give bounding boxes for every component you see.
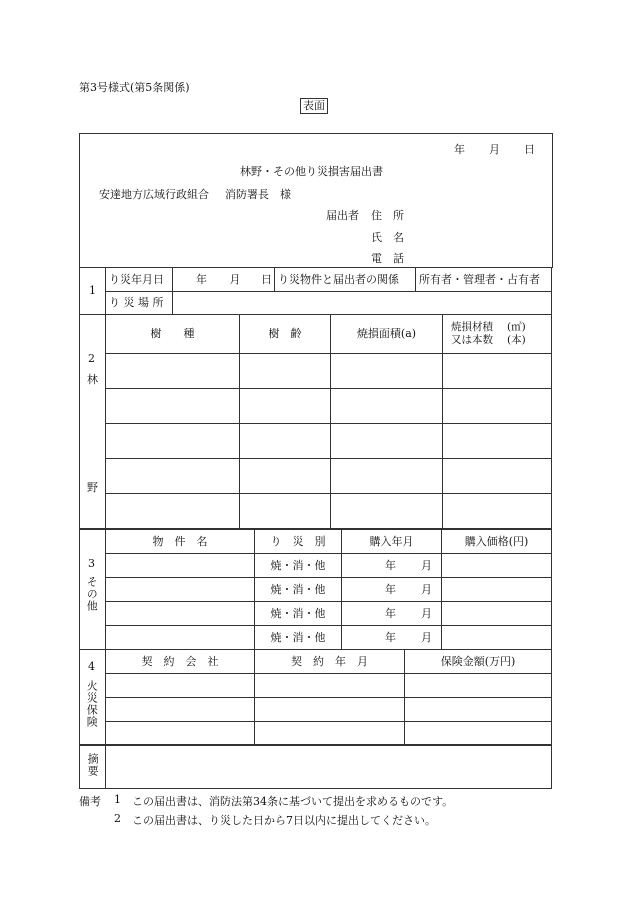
area-field[interactable] (331, 354, 443, 389)
volume-field[interactable] (443, 389, 552, 424)
disaster-type-field[interactable]: 焼・消・他 (255, 554, 342, 578)
section2-row (80, 494, 552, 529)
item-name-field[interactable] (106, 602, 255, 626)
purchase-date-field[interactable] (342, 554, 442, 578)
purchase-month-unit: 月 (421, 582, 432, 596)
purchase-month-unit: 月 (421, 630, 432, 644)
relation-value[interactable]: 所有者・管理者・占有者 (416, 268, 552, 292)
age-field[interactable] (240, 459, 331, 494)
item-name-field[interactable] (106, 554, 255, 578)
insured-amount-field[interactable] (405, 698, 552, 722)
insurance-company-field[interactable] (106, 674, 255, 698)
purchase-date-field[interactable] (342, 602, 442, 626)
purchase-year-unit: 年 (385, 606, 396, 620)
section4-number: 4 (88, 660, 95, 673)
section4-row (80, 722, 552, 746)
section4-row (80, 674, 552, 698)
col-insurance-company: 契 約 会 社 (106, 650, 255, 674)
purchase-date-field[interactable] (342, 578, 442, 602)
area-field[interactable] (331, 494, 443, 529)
purchase-price-field[interactable] (442, 626, 552, 650)
purchase-year-unit: 年 (385, 558, 396, 572)
species-field[interactable] (106, 494, 240, 529)
purchase-price-field[interactable] (442, 578, 552, 602)
insured-amount-field[interactable] (405, 674, 552, 698)
notes-label: 備考 (79, 795, 101, 808)
addressee-title: 消防署長 様 (225, 188, 291, 201)
section2-label-bottom: 野 (87, 481, 98, 494)
col-disaster-type: り 災 別 (255, 530, 342, 554)
summary-field[interactable] (106, 745, 552, 789)
section2-row (80, 459, 552, 494)
section4-label: 火災保険 (85, 680, 99, 728)
section2-label-cell (80, 315, 106, 529)
section2-row (80, 389, 552, 424)
age-field[interactable] (240, 424, 331, 459)
purchase-price-field[interactable] (442, 602, 552, 626)
disaster-type-field[interactable]: 焼・消・他 (255, 602, 342, 626)
addressee-org: 安達地方広域行政組合 (99, 188, 209, 201)
item-name-field[interactable] (106, 578, 255, 602)
col-burned-area: 焼損面積(a) (331, 315, 443, 354)
header-date-day: 日 (524, 143, 535, 156)
col-purchase-date: 購入年月 (342, 530, 442, 554)
volume-field[interactable] (443, 354, 552, 389)
disaster-type-field[interactable]: 焼・消・他 (255, 626, 342, 650)
summary-label-cell (80, 745, 106, 789)
age-field[interactable] (240, 389, 331, 424)
header-date-month: 月 (489, 143, 500, 156)
address-label: 住 所 (371, 209, 404, 222)
purchase-date-field[interactable] (342, 626, 442, 650)
form-id: 第3号様式(第5条関係) (79, 81, 190, 94)
note-1-number: 1 (114, 793, 121, 806)
section3-row (80, 626, 552, 650)
disaster-place-field[interactable] (173, 292, 552, 315)
note-2-number: 2 (114, 812, 121, 825)
section4-table (79, 649, 552, 746)
area-field[interactable] (331, 459, 443, 494)
contract-date-field[interactable] (255, 698, 405, 722)
document-title: 林野・その他り災損害届出書 (240, 165, 383, 178)
section2-label-top: 林 (87, 373, 98, 386)
note-2-text: この届出書は、り災した日から7日以内に提出してください。 (132, 814, 436, 827)
species-field[interactable] (106, 354, 240, 389)
section3-row (80, 578, 552, 602)
name-label: 氏 名 (371, 231, 404, 244)
section3-row (80, 602, 552, 626)
col-volume-unit2: (本) (507, 334, 526, 346)
disaster-date-field[interactable] (173, 268, 275, 292)
header-block (79, 133, 553, 268)
applicant-label: 届出者 (326, 209, 359, 222)
section2-number: 2 (88, 352, 95, 365)
date-unit-month: 月 (229, 272, 241, 286)
disaster-date-label: り災年月日 (106, 268, 173, 292)
section1-number: 1 (80, 268, 106, 315)
area-field[interactable] (331, 424, 443, 459)
section3-number: 3 (88, 557, 95, 570)
contract-date-field[interactable] (255, 722, 405, 746)
insurance-company-field[interactable] (106, 698, 255, 722)
note-1-text: この届出書は、消防法第34条に基づいて提出を求めるものです。 (132, 795, 454, 808)
col-purchase-price: 購入価格(円) (442, 530, 552, 554)
phone-label: 電 話 (371, 252, 404, 265)
section3-row (80, 554, 552, 578)
col-item-name: 物 件 名 (106, 530, 255, 554)
section4-label-cell (80, 650, 106, 746)
item-name-field[interactable] (106, 626, 255, 650)
purchase-month-unit: 月 (421, 558, 432, 572)
date-unit-year: 年 (196, 272, 207, 286)
purchase-price-field[interactable] (442, 554, 552, 578)
section2-table (79, 314, 552, 529)
section1-table (79, 267, 552, 315)
age-field[interactable] (240, 494, 331, 529)
summary-label: 摘要 (86, 752, 100, 777)
col-burned-volume (443, 315, 552, 354)
relation-label: り災物件と届出者の関係 (275, 268, 416, 292)
insurance-company-field[interactable] (106, 722, 255, 746)
area-field[interactable] (331, 389, 443, 424)
species-field[interactable] (106, 459, 240, 494)
section2-row (80, 354, 552, 389)
insured-amount-field[interactable] (405, 722, 552, 746)
section3-table (79, 529, 552, 650)
section2-row (80, 424, 552, 459)
purchase-year-unit: 年 (385, 630, 396, 644)
volume-field[interactable] (443, 494, 552, 529)
disaster-type-field[interactable]: 焼・消・他 (255, 578, 342, 602)
contract-date-field[interactable] (255, 674, 405, 698)
section4-row (80, 698, 552, 722)
volume-field[interactable] (443, 424, 552, 459)
col-volume-line1: 焼損材積 (451, 321, 493, 334)
col-volume-line2: 又は本数 (451, 334, 493, 346)
purchase-month-unit: 月 (421, 606, 432, 620)
col-insured-amount: 保険金額(万円) (405, 650, 552, 674)
disaster-place-label: り 災 場 所 (106, 292, 173, 315)
purchase-year-unit: 年 (385, 582, 396, 596)
summary-table (79, 744, 552, 789)
species-field[interactable] (106, 389, 240, 424)
date-unit-day: 日 (261, 272, 272, 286)
section3-label: その他 (85, 576, 99, 612)
species-field[interactable] (106, 424, 240, 459)
col-species: 樹 種 (106, 315, 240, 354)
col-contract-date: 契 約 年 月 (255, 650, 405, 674)
header-date-year: 年 (454, 143, 465, 156)
section3-label-cell (80, 530, 106, 650)
side-label: 表面 (300, 98, 328, 114)
age-field[interactable] (240, 354, 331, 389)
col-age: 樹 齢 (240, 315, 331, 354)
col-volume-unit1: (㎥) (507, 321, 526, 334)
volume-field[interactable] (443, 459, 552, 494)
